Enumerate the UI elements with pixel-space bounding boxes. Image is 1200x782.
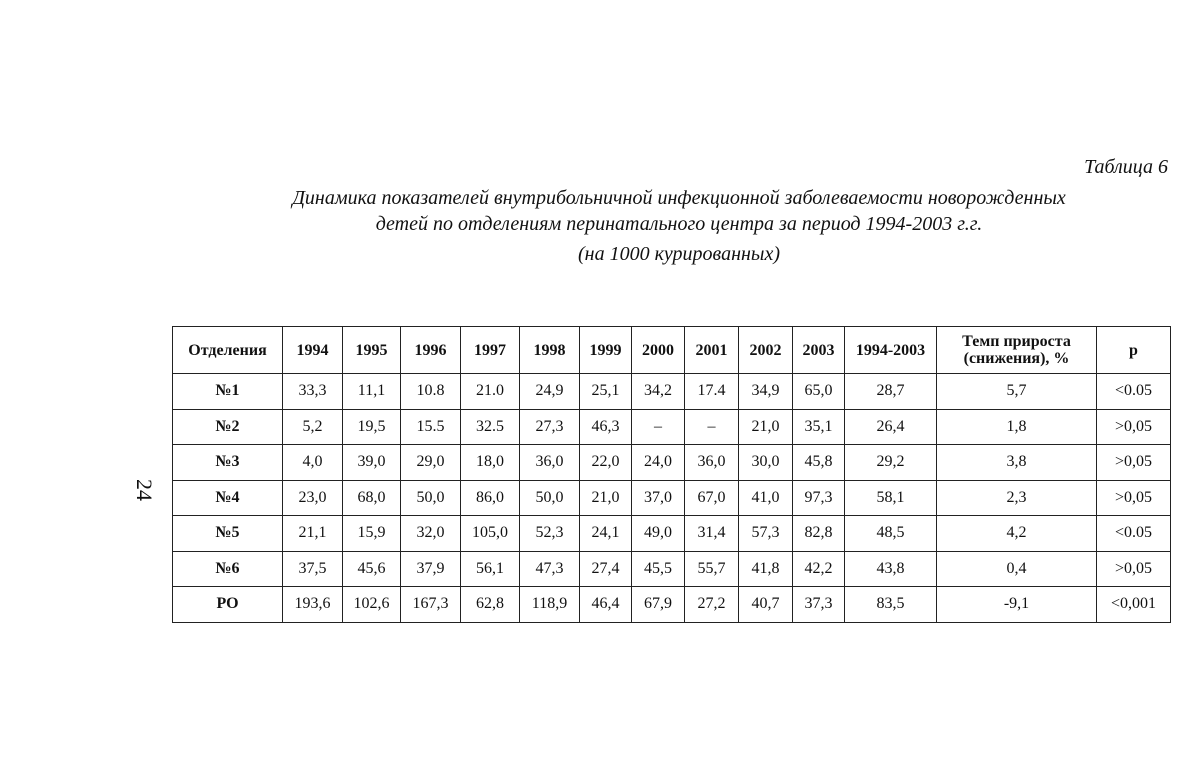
value-cell: 83,5 xyxy=(845,587,937,623)
value-cell: 48,5 xyxy=(845,516,937,552)
value-cell: 82,8 xyxy=(793,516,845,552)
value-cell: 15.5 xyxy=(401,409,461,445)
value-cell: >0,05 xyxy=(1097,445,1171,481)
value-cell: <0,001 xyxy=(1097,587,1171,623)
value-cell: 24,9 xyxy=(520,374,580,410)
value-cell: 46,3 xyxy=(580,409,632,445)
value-cell: – xyxy=(685,409,739,445)
value-cell: 37,3 xyxy=(793,587,845,623)
value-cell: 0,4 xyxy=(937,551,1097,587)
header-cell: 1997 xyxy=(461,327,520,374)
header-cell: 1995 xyxy=(343,327,401,374)
value-cell: 33,3 xyxy=(283,374,343,410)
value-cell: <0.05 xyxy=(1097,516,1171,552)
value-cell: 57,3 xyxy=(739,516,793,552)
table-row xyxy=(173,374,1171,410)
table-row xyxy=(173,587,1171,623)
value-cell: 45,6 xyxy=(343,551,401,587)
value-cell: 56,1 xyxy=(461,551,520,587)
value-cell: -9,1 xyxy=(937,587,1097,623)
header-cell: 2002 xyxy=(739,327,793,374)
value-cell: 32.5 xyxy=(461,409,520,445)
table-caption-line-1: Динамика показателей внутрибольничной инфекционной заболеваемости новорожденных xyxy=(292,187,1066,209)
value-cell: 118,9 xyxy=(520,587,580,623)
header-cell: p xyxy=(1097,327,1171,374)
table-row xyxy=(173,480,1171,516)
value-cell: 21,1 xyxy=(283,516,343,552)
value-cell: 4,0 xyxy=(283,445,343,481)
header-cell: 1998 xyxy=(520,327,580,374)
header-cell: 1996 xyxy=(401,327,461,374)
table-caption-line-2: детей по отделениям перинатального центра за период 1994-2003 г.г. xyxy=(375,213,983,235)
value-cell: 46,4 xyxy=(580,587,632,623)
value-cell: 10.8 xyxy=(401,374,461,410)
value-cell: 58,1 xyxy=(845,480,937,516)
value-cell: – xyxy=(632,409,685,445)
value-cell: >0,05 xyxy=(1097,551,1171,587)
table-header-row xyxy=(173,327,1171,374)
value-cell: 102,6 xyxy=(343,587,401,623)
value-cell: 41,8 xyxy=(739,551,793,587)
value-cell: 34,2 xyxy=(632,374,685,410)
value-cell: 34,9 xyxy=(739,374,793,410)
value-cell: 49,0 xyxy=(632,516,685,552)
value-cell: <0.05 xyxy=(1097,374,1171,410)
value-cell: 18,0 xyxy=(461,445,520,481)
department-cell: №5 xyxy=(173,516,283,552)
value-cell: 36,0 xyxy=(520,445,580,481)
value-cell: 36,0 xyxy=(685,445,739,481)
value-cell: 43,8 xyxy=(845,551,937,587)
value-cell: 40,7 xyxy=(739,587,793,623)
table-caption-line-3: (на 1000 курированных) xyxy=(577,243,781,265)
value-cell: >0,05 xyxy=(1097,480,1171,516)
incidence-table xyxy=(172,326,1171,623)
value-cell: >0,05 xyxy=(1097,409,1171,445)
value-cell: 3,8 xyxy=(937,445,1097,481)
value-cell: 17.4 xyxy=(685,374,739,410)
header-cell: 1999 xyxy=(580,327,632,374)
header-cell: Отделения xyxy=(173,327,283,374)
value-cell: 29,0 xyxy=(401,445,461,481)
value-cell: 37,9 xyxy=(401,551,461,587)
value-cell: 35,1 xyxy=(793,409,845,445)
value-cell: 22,0 xyxy=(580,445,632,481)
value-cell: 21,0 xyxy=(580,480,632,516)
value-cell: 42,2 xyxy=(793,551,845,587)
value-cell: 2,3 xyxy=(937,480,1097,516)
value-cell: 41,0 xyxy=(739,480,793,516)
value-cell: 37,5 xyxy=(283,551,343,587)
value-cell: 31,4 xyxy=(685,516,739,552)
value-cell: 47,3 xyxy=(520,551,580,587)
value-cell: 62,8 xyxy=(461,587,520,623)
value-cell: 67,0 xyxy=(685,480,739,516)
department-cell: РО xyxy=(173,587,283,623)
value-cell: 29,2 xyxy=(845,445,937,481)
table-label: Таблица 6 xyxy=(1084,156,1168,178)
value-cell: 55,7 xyxy=(685,551,739,587)
table-row xyxy=(173,551,1171,587)
value-cell: 27,3 xyxy=(520,409,580,445)
value-cell: 27,4 xyxy=(580,551,632,587)
value-cell: 97,3 xyxy=(793,480,845,516)
header-cell: 2001 xyxy=(685,327,739,374)
value-cell: 50,0 xyxy=(401,480,461,516)
header-cell: Темп прироста (снижения), % xyxy=(937,327,1097,374)
value-cell: 5,2 xyxy=(283,409,343,445)
value-cell: 193,6 xyxy=(283,587,343,623)
department-cell: №4 xyxy=(173,480,283,516)
value-cell: 24,0 xyxy=(632,445,685,481)
table-row xyxy=(173,445,1171,481)
value-cell: 27,2 xyxy=(685,587,739,623)
value-cell: 21.0 xyxy=(461,374,520,410)
header-cell: 1994 xyxy=(283,327,343,374)
table-row xyxy=(173,516,1171,552)
table-row xyxy=(173,409,1171,445)
value-cell: 19,5 xyxy=(343,409,401,445)
value-cell: 5,7 xyxy=(937,374,1097,410)
value-cell: 28,7 xyxy=(845,374,937,410)
value-cell: 23,0 xyxy=(283,480,343,516)
department-cell: №3 xyxy=(173,445,283,481)
value-cell: 21,0 xyxy=(739,409,793,445)
value-cell: 4,2 xyxy=(937,516,1097,552)
value-cell: 11,1 xyxy=(343,374,401,410)
page-number: 24 xyxy=(132,479,157,501)
department-cell: №1 xyxy=(173,374,283,410)
value-cell: 37,0 xyxy=(632,480,685,516)
table-body xyxy=(173,374,1171,623)
value-cell: 30,0 xyxy=(739,445,793,481)
value-cell: 1,8 xyxy=(937,409,1097,445)
value-cell: 50,0 xyxy=(520,480,580,516)
value-cell: 105,0 xyxy=(461,516,520,552)
value-cell: 67,9 xyxy=(632,587,685,623)
header-cell: 2003 xyxy=(793,327,845,374)
value-cell: 26,4 xyxy=(845,409,937,445)
department-cell: №6 xyxy=(173,551,283,587)
value-cell: 32,0 xyxy=(401,516,461,552)
value-cell: 24,1 xyxy=(580,516,632,552)
value-cell: 86,0 xyxy=(461,480,520,516)
value-cell: 15,9 xyxy=(343,516,401,552)
value-cell: 39,0 xyxy=(343,445,401,481)
value-cell: 25,1 xyxy=(580,374,632,410)
value-cell: 65,0 xyxy=(793,374,845,410)
header-cell: 1994-2003 xyxy=(845,327,937,374)
value-cell: 45,5 xyxy=(632,551,685,587)
value-cell: 68,0 xyxy=(343,480,401,516)
value-cell: 45,8 xyxy=(793,445,845,481)
department-cell: №2 xyxy=(173,409,283,445)
header-cell: 2000 xyxy=(632,327,685,374)
value-cell: 167,3 xyxy=(401,587,461,623)
value-cell: 52,3 xyxy=(520,516,580,552)
